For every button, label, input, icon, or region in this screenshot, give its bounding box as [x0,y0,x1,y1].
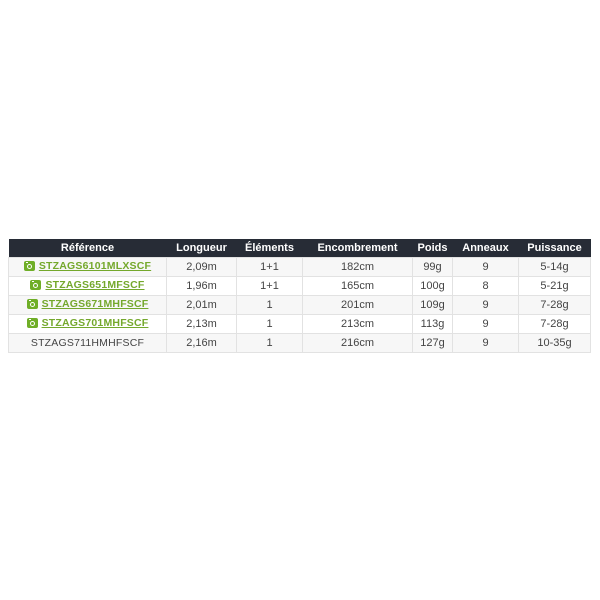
camera-icon[interactable] [27,299,38,309]
puissance-cell: 10-35g [519,334,591,353]
elements-cell: 1 [237,296,303,315]
reference-cell [9,296,167,315]
anneaux-cell: 8 [453,277,519,296]
product-spec-table [8,239,591,353]
elements-cell: 1 [237,315,303,334]
poids-cell: 109g [413,296,453,315]
elements-cell: 1 [237,334,303,353]
reference-link[interactable]: STZAGS651MFSCF [45,279,145,291]
table-row [9,334,591,353]
reference-cell [9,258,167,277]
column-header-puissance: Puissance [519,239,591,258]
column-header-poids: Poids [413,239,453,258]
column-header-encombrement: Encombrement [303,239,413,258]
table-row [9,315,591,334]
column-header-elements: Éléments [237,239,303,258]
camera-icon[interactable] [30,280,41,290]
camera-icon[interactable] [24,261,35,271]
reference-text: STZAGS711HMHFSCF [30,337,145,349]
elements-cell: 1+1 [237,277,303,296]
puissance-cell: 5-21g [519,277,591,296]
reference-cell [9,334,167,353]
anneaux-cell: 9 [453,334,519,353]
encombrement-cell: 216cm [303,334,413,353]
table-row [9,258,591,277]
reference-cell [9,277,167,296]
anneaux-cell: 9 [453,315,519,334]
encombrement-cell: 201cm [303,296,413,315]
column-header-anneaux: Anneaux [453,239,519,258]
encombrement-cell: 182cm [303,258,413,277]
table-header-row [9,239,591,258]
longueur-cell: 2,13m [167,315,237,334]
encombrement-cell: 165cm [303,277,413,296]
reference-link[interactable]: STZAGS671MHFSCF [41,298,149,310]
puissance-cell: 7-28g [519,296,591,315]
anneaux-cell: 9 [453,296,519,315]
camera-icon[interactable] [27,318,38,328]
longueur-cell: 2,16m [167,334,237,353]
column-header-reference: Référence [9,239,167,258]
reference-cell [9,315,167,334]
anneaux-cell: 9 [453,258,519,277]
poids-cell: 99g [413,258,453,277]
encombrement-cell: 213cm [303,315,413,334]
puissance-cell: 7-28g [519,315,591,334]
table-row [9,277,591,296]
longueur-cell: 2,01m [167,296,237,315]
product-spec-table-wrapper [8,239,590,353]
reference-link[interactable]: STZAGS701MHFSCF [41,317,149,329]
table-row [9,296,591,315]
poids-cell: 100g [413,277,453,296]
poids-cell: 113g [413,315,453,334]
puissance-cell: 5-14g [519,258,591,277]
column-header-longueur: Longueur [167,239,237,258]
reference-link[interactable]: STZAGS6101MLXSCF [38,260,152,272]
elements-cell: 1+1 [237,258,303,277]
longueur-cell: 1,96m [167,277,237,296]
poids-cell: 127g [413,334,453,353]
longueur-cell: 2,09m [167,258,237,277]
